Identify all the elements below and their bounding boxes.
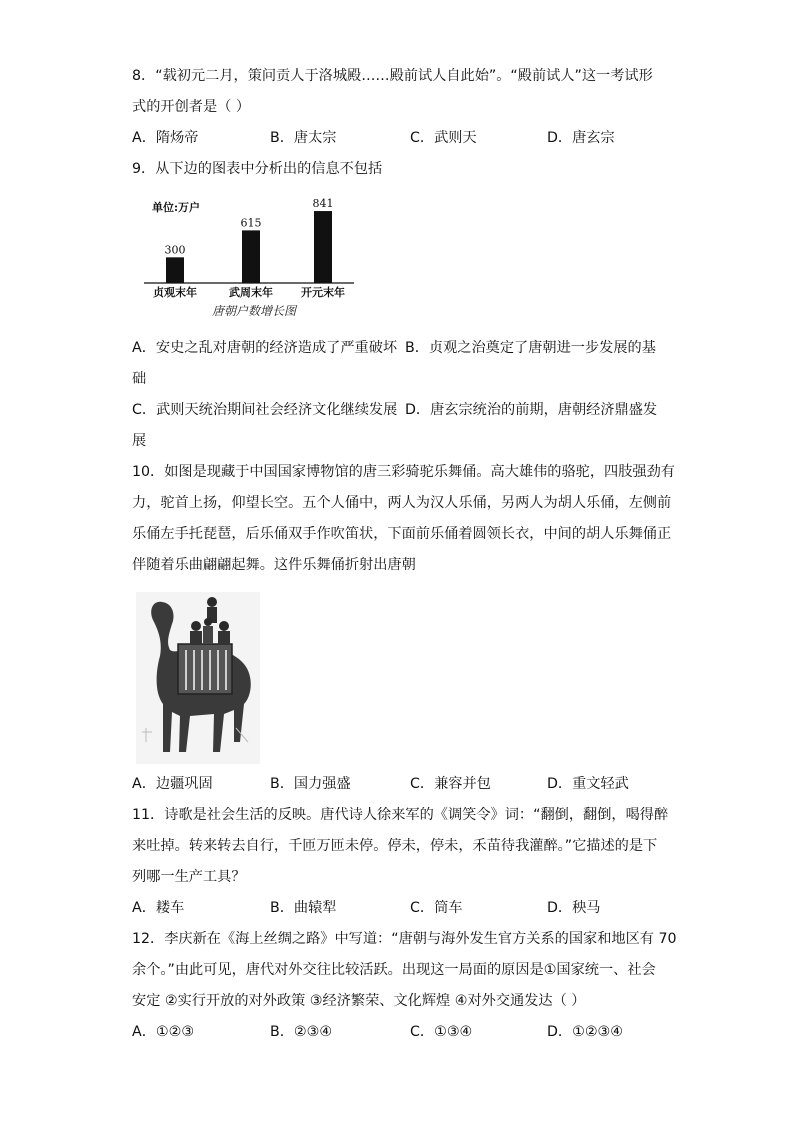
household-growth-chart (140, 196, 360, 322)
q9-option-d-continued: 展 (132, 433, 147, 449)
q12-option-a[interactable]: A．①②③ (132, 1024, 195, 1040)
q12-stem-line2: 余个。”由此可见，唐代对外交往比较活跃。出现这一局面的原因是①国家统一、社会 (132, 962, 656, 978)
q11-stem-line3: 列哪一生产工具？ (132, 869, 246, 885)
chart-bar-3 (314, 211, 332, 283)
chart-unit-label: 单位:万户 (152, 201, 201, 214)
q8-option-c[interactable]: C．武则天 (410, 130, 477, 146)
chart-bar-1 (166, 257, 184, 283)
chart-category-label-3: 开元末年 (301, 286, 345, 299)
chart-bar-2 (242, 230, 260, 283)
q12-option-b[interactable]: B．②③④ (270, 1024, 333, 1040)
q8-option-a[interactable]: A．隋炀帝 (132, 130, 199, 146)
q9-option-c[interactable]: C．武则天统治期间社会经济文化继续发展 (132, 402, 398, 418)
q12-stem-line3: 安定 ②实行开放的对外政策 ③经济繁荣、文化辉煌 ④对外交通发达（ ） (132, 993, 586, 1009)
q11-option-a[interactable]: A．耧车 (132, 900, 185, 916)
q11-option-c[interactable]: C．筒车 (410, 900, 463, 916)
q10-stem-line1: 10．如图是现藏于中国国家博物馆的唐三彩骑驼乐舞俑。高大雄伟的骆驼，四肢强劲有 (132, 464, 675, 480)
q10-option-c[interactable]: C．兼容并包 (410, 776, 491, 792)
q11-stem-line1: 11．诗歌是社会生活的反映。唐代诗人徐来军的《调笑令》词：“翻倒，翻倒，喝得醉 (132, 807, 669, 823)
q10-stem-line3: 乐俑左手托琵琶，后乐俑双手作吹笛状，下面前乐俑着圆领长衣，中间的胡人乐舞俑正 (132, 526, 672, 542)
q9-option-b[interactable]: B．贞观之治奠定了唐朝进一步发展的基 (405, 340, 656, 356)
chart-category-label-2: 武周末年 (229, 286, 273, 299)
q12-option-d[interactable]: D．①②③④ (547, 1024, 623, 1040)
q10-option-b[interactable]: B．国力强盛 (270, 776, 351, 792)
q10-option-d[interactable]: D．重文轻武 (547, 776, 629, 792)
camel-musicians-figurine-photo (136, 592, 260, 764)
q12-stem-line1: 12．李庆新在《海上丝绸之路》中写道：“唐朝与海外发生官方关系的国家和地区有 70 (132, 931, 677, 947)
chart-value-label-3: 841 (312, 197, 334, 211)
chart-value-label-2: 615 (240, 216, 262, 230)
chart-caption: 唐朝户数增长图 (211, 304, 297, 318)
chart-value-label-1: 300 (164, 243, 186, 257)
q8-stem-line2: 式的开创者是（ ） (132, 99, 251, 115)
chart-category-label-1: 贞观末年 (153, 286, 197, 299)
q10-stem-line2: 力，驼首上扬，仰望长空。五个人俑中，两人为汉人乐俑，另两人为胡人乐俑，左侧前 (132, 495, 672, 511)
q11-option-b[interactable]: B．曲辕犁 (270, 900, 337, 916)
q9-option-a[interactable]: A．安史之乱对唐朝的经济造成了严重破坏 (132, 340, 398, 356)
q11-stem-line2: 来吐掉。转来转去自行，千匝万匝未停。停未，停未，禾苗待我灌醉。”它描述的是下 (132, 838, 658, 854)
q8-option-d[interactable]: D．唐玄宗 (547, 130, 615, 146)
q9-stem: 9．从下边的图表中分析出的信息不包括 (132, 161, 383, 177)
q11-option-d[interactable]: D．秧马 (547, 900, 601, 916)
q8-option-b[interactable]: B．唐太宗 (270, 130, 337, 146)
q9-option-d[interactable]: D．唐玄宗统治的前期，唐朝经济鼎盛发 (405, 402, 658, 418)
q8-stem-line1: 8．“载初元二月，策问贡人于洛城殿……殿前试人自此始”。“殿前试人”这一考试形 (132, 68, 653, 84)
q10-option-a[interactable]: A．边疆巩固 (132, 776, 213, 792)
q9-option-b-continued: 础 (132, 371, 147, 387)
q12-option-c[interactable]: C．①③④ (410, 1024, 473, 1040)
q10-stem-line4: 伴随着乐曲翩翩起舞。这件乐舞俑折射出唐朝 (132, 557, 416, 573)
